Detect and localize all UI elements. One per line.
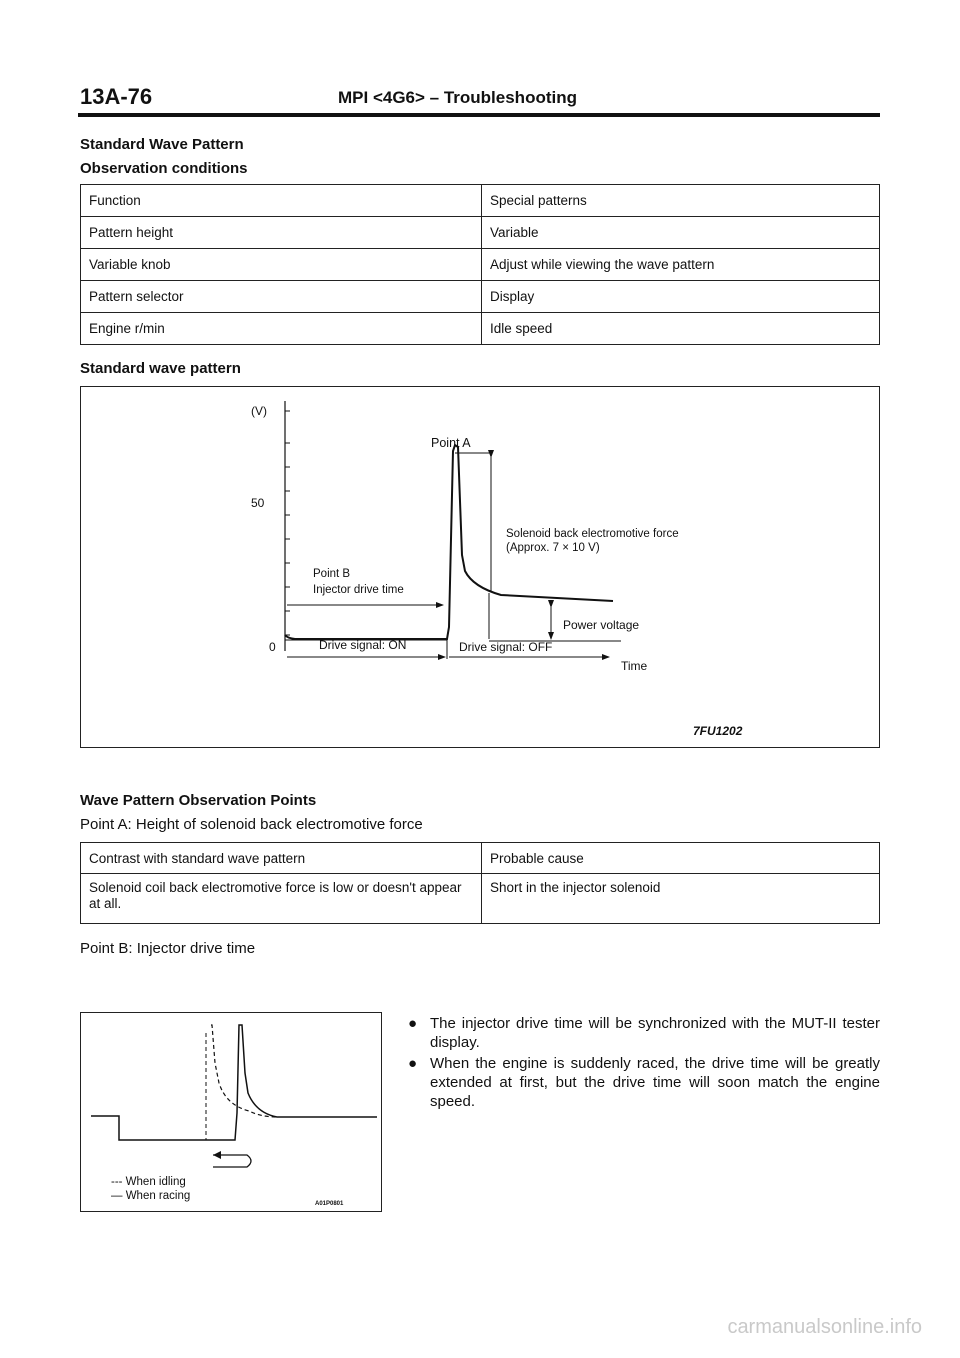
header-rule: [78, 113, 880, 117]
table-cell: Idle speed: [482, 313, 880, 345]
table-cell: Short in the injector solenoid: [482, 874, 880, 924]
standard-wave-figure: [80, 386, 880, 748]
drive-on-label: Drive signal: ON: [319, 638, 407, 652]
notes-list: [402, 1014, 880, 1113]
point-a-text: Point A: Height of solenoid back electromotive force: [80, 816, 423, 833]
table-row: [81, 249, 880, 281]
idling-trace: [211, 1025, 277, 1117]
idle-racing-figure: [80, 1012, 382, 1212]
table-header-row: [81, 843, 880, 874]
table-cell: Function: [81, 185, 482, 217]
point-b-text: Point B: Injector drive time: [80, 940, 256, 957]
section-heading: Standard Wave Pattern: [80, 136, 244, 153]
bullet-icon: ●: [408, 1055, 418, 1072]
legend-racing: — When racing: [111, 1190, 191, 1202]
pattern-heading: Standard wave pattern: [80, 360, 241, 377]
legend-idling: --- When idling: [111, 1176, 186, 1188]
time-label: Time: [621, 659, 648, 673]
table-cell: Variable: [482, 217, 880, 249]
y-tick-0: 0: [269, 640, 276, 654]
watermark: carmanualsonline.info: [727, 1316, 922, 1338]
figure-code: 7FU1202: [693, 724, 743, 738]
list-item-text: The injector drive time will be synchronized with the MUT-II tester display.: [430, 1015, 880, 1051]
bullet-icon: ●: [408, 1015, 418, 1032]
table-cell: Adjust while viewing the wave pattern: [482, 249, 880, 281]
solenoid-label-2: (Approx. 7 × 10 V): [506, 542, 600, 554]
probable-cause-table: [80, 842, 880, 924]
idle-racing-diagram: [81, 1013, 380, 1210]
observation-points-heading: Wave Pattern Observation Points: [80, 792, 317, 809]
racing-trace: [91, 1025, 377, 1140]
table-cell: Solenoid coil back electromotive force is low or doesn't appear at all.: [81, 874, 482, 924]
point-b-label: Point B: [313, 568, 351, 580]
list-item: [402, 1054, 880, 1111]
header-cell: Probable cause: [482, 843, 880, 874]
injector-drive-time-label: Injector drive time: [313, 584, 404, 596]
header-cell: Contrast with standard wave pattern: [81, 843, 482, 874]
figure-code: A01P0801: [315, 1201, 344, 1207]
list-item-text: When the engine is suddenly raced, the drive time will be greatly extended at first, but the drive time will soon match the engine speed.: [430, 1055, 880, 1110]
table-cell: Engine r/min: [81, 313, 482, 345]
table-row: [81, 313, 880, 345]
page-title: MPI <4G6> – Troubleshooting: [338, 88, 577, 107]
subsection-heading: Observation conditions: [80, 160, 248, 177]
y-unit-label: (V): [251, 404, 267, 418]
point-a-label: Point A: [431, 436, 471, 450]
wave-diagram: [81, 387, 878, 746]
table-row: [81, 185, 880, 217]
table-cell: Pattern selector: [81, 281, 482, 313]
table-cell: Special patterns: [482, 185, 880, 217]
list-item: [402, 1014, 880, 1052]
table-cell: Display: [482, 281, 880, 313]
table-row: [81, 874, 880, 924]
table-cell: Pattern height: [81, 217, 482, 249]
solenoid-label-1: Solenoid back electromotive force: [506, 528, 679, 540]
table-cell: Variable knob: [81, 249, 482, 281]
y-ticks: [285, 411, 290, 635]
observation-conditions-table: [80, 184, 880, 345]
table-row: [81, 217, 880, 249]
curved-arrow-head: [213, 1151, 221, 1159]
table-row: [81, 281, 880, 313]
drive-off-label: Drive signal: OFF: [459, 640, 553, 654]
page-number: 13A-76: [80, 84, 153, 109]
power-voltage-label: Power voltage: [563, 618, 640, 632]
y-tick-50: 50: [251, 496, 265, 510]
